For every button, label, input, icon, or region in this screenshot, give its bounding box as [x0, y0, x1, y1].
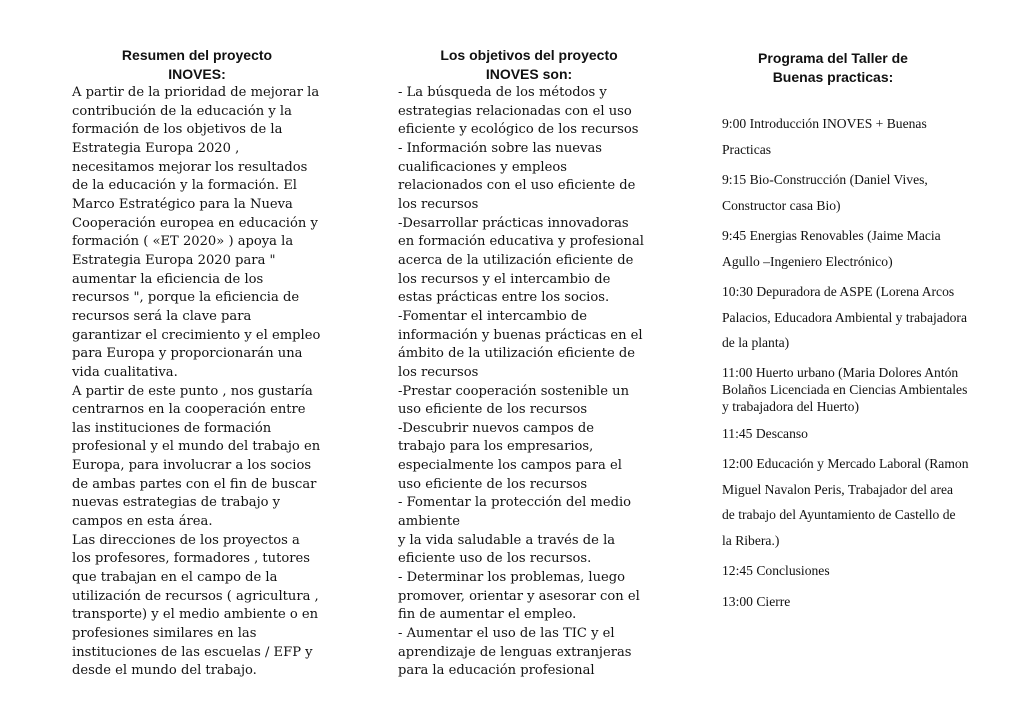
objectives-column: [398, 46, 660, 681]
program-title: Programa del Taller de Buenas practicas:: [758, 50, 908, 85]
program-item: 11:00 Huerto urbano (Maria Dolores Antón Bolaños Licenciada en Ciencias Ambientales y trabajadora del Huerto): [722, 364, 968, 414]
objectives-title: Los objetivos del proyecto INOVES son:: [440, 47, 618, 82]
program-item: 12:00 Educación y Mercado Laboral (Ramon Miguel Navalon Peris, Trabajador del area de trabajo del Ayuntamiento de Castello de la Ribera.): [722, 456, 969, 548]
program-item: 11:45 Descanso: [722, 425, 808, 441]
program-item: 9:45 Energias Renovables (Jaime Macia Agullo –Ingeniero Electrónico): [722, 228, 941, 269]
program-item: 10:30 Depuradora de ASPE (Lorena Arcos Palacios, Educadora Ambiental y trabajadora de la planta): [722, 284, 967, 350]
program-item: 9:15 Bio-Construcción (Daniel Vives, Constructor casa Bio): [722, 172, 928, 213]
program-item: 12:45 Conclusiones: [722, 563, 830, 578]
summary-column: [72, 46, 334, 681]
program-list: [722, 111, 1002, 614]
program-item: 13:00 Cierre: [722, 593, 791, 609]
objectives-text: - La búsqueda de los métodos y estrategias relacionadas con el uso eficiente y ecológico de los recursos - Información sobre las nuevas cualificaciones y empleos relacionados con el uso eficiente de los recursos -Desarrollar prácticas innovadoras en formación educativa y profesional acerca de la utilización eficiente de los recursos y el intercambio de estas prácticas entre los socios. -Fomentar el intercambio de información y buenas prácticas en el ámbito de la utilización eficiente de los recursos -Prestar cooperación sostenible un uso eficiente de los recursos -Descubrir nuevos campos de trabajo para los empresarios, especialmente los campos para el uso eficiente de los recursos - Fomentar la protección del medio ambiente y la vida saludable a través de la eficiente uso de los recursos. - Determinar los problemas, luego promover, orientar y asesorar con el fin de aumentar el empleo. - Aumentar el uso de las TIC y el aprendizaje de lenguas extranjeras para la educación profesional: [398, 85, 644, 679]
summary-text: A partir de la prioridad de mejorar la contribución de la educación y la formación de los objetivos de la Estrategia Europa 2020 , necesitamos mejorar los resultados de la educación y la formación. El Marco Estratégico para la Nueva Cooperación europea en educación y formación ( «ET 2020» ) apoya la Estrategia Europa 2020 para " aumentar la eficiencia de los recursos ", porque la eficiencia de recursos será la clave para garantizar el crecimiento y el empleo para Europa y proporcionarán una vida cualitativa. A partir de este punto , nos gustaría centrarnos en la cooperación entre las instituciones de formación profesional y el mundo del trabajo en Europa, para involucrar a los socios de ambas partes con el fin de buscar nuevas estrategias de trabajo y campos en esta área. Las direcciones de los proyectos a los profesores, formadores , tutores que trabajan en el campo de la utilización de recursos ( agricultura , transporte) y el medio ambiente o en profesiones similares en las instituciones de las escuelas / EFP y desde el mundo del trabajo.: [72, 85, 321, 679]
program-item: 9:00 Introducción INOVES + Buenas Practicas: [722, 116, 927, 157]
program-column: [722, 46, 1002, 614]
summary-title: Resumen del proyecto INOVES:: [121, 47, 273, 82]
